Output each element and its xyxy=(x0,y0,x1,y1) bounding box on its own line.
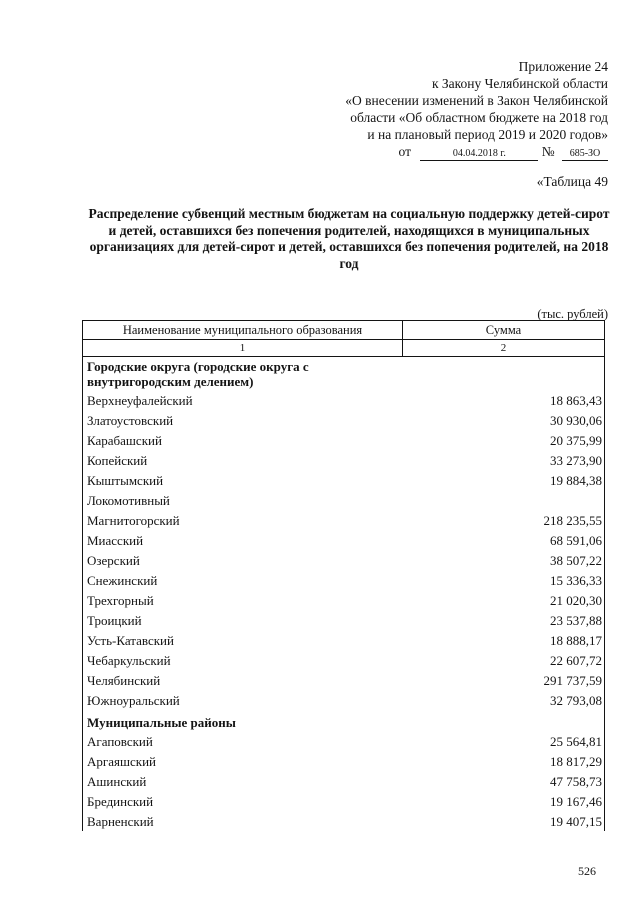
subvention-amount: 33 273,90 xyxy=(403,450,605,470)
table-header-row xyxy=(83,321,605,340)
municipality-name: Карабашский xyxy=(83,430,403,450)
table-row xyxy=(83,610,605,630)
subvention-amount: 19 407,15 xyxy=(403,811,605,831)
table-row xyxy=(83,530,605,550)
table-row xyxy=(83,410,605,430)
municipality-name: Городские округа (городские округа с внутригородским делением) xyxy=(83,357,403,391)
document-heading: Распределение субвенций местным бюджетам на социальную поддержку детей-сирот и детей, оставшихся без попечения родителей, находящихся в муниципальных организациях для детей-сирот и детей, оставшихся без попечения родителей, на 2018 год xyxy=(88,206,610,271)
municipality-name: Миасский xyxy=(83,530,403,550)
table-row xyxy=(83,690,605,710)
municipality-name: Златоустовский xyxy=(83,410,403,430)
header-sum: Сумма xyxy=(403,321,605,340)
municipality-name: Брединский xyxy=(83,791,403,811)
column-number-row xyxy=(83,340,605,357)
municipality-name: Агаповский xyxy=(83,731,403,751)
table-row xyxy=(83,630,605,650)
subvention-amount: 15 336,33 xyxy=(403,570,605,590)
subvention-amount: 38 507,22 xyxy=(403,550,605,570)
table-row xyxy=(83,430,605,450)
subvention-amount: 22 607,72 xyxy=(403,650,605,670)
table-row xyxy=(83,470,605,490)
appendix-block xyxy=(345,58,608,161)
municipality-name: Озерский xyxy=(83,550,403,570)
subvention-amount: 19 167,46 xyxy=(403,791,605,811)
municipality-name: Челябинский xyxy=(83,670,403,690)
page-number: 526 xyxy=(578,864,596,878)
table-row xyxy=(83,731,605,751)
table-row xyxy=(83,811,605,831)
table-row xyxy=(83,670,605,690)
municipality-name: Снежинский xyxy=(83,570,403,590)
table-group-row xyxy=(83,357,605,391)
column-number-1: 1 xyxy=(83,340,403,357)
table-reference: «Таблица 49 xyxy=(536,174,608,189)
table-row xyxy=(83,510,605,530)
municipality-name: Копейский xyxy=(83,450,403,470)
municipality-name: Магнитогорский xyxy=(83,510,403,530)
municipality-name: Чебаркульский xyxy=(83,650,403,670)
table-row xyxy=(83,550,605,570)
table-row xyxy=(83,450,605,470)
table-row xyxy=(83,791,605,811)
municipality-name: Локомотивный xyxy=(83,490,403,510)
municipality-name: Усть-Катавский xyxy=(83,630,403,650)
subvention-amount xyxy=(403,357,605,391)
municipality-name: Аргаяшский xyxy=(83,751,403,771)
appendix-line-3: «О внесении изменений в Закон Челябинской xyxy=(345,93,608,108)
appendix-line-1: Приложение 24 xyxy=(518,59,608,74)
table-row xyxy=(83,590,605,610)
law-number: 685-ЗО xyxy=(562,148,608,161)
column-number-2: 2 xyxy=(403,340,605,357)
subvention-amount: 32 793,08 xyxy=(403,690,605,710)
appendix-line-4: области «Об областном бюджете на 2018 год xyxy=(350,110,608,125)
municipality-name: Ашинский xyxy=(83,771,403,791)
table-row xyxy=(83,490,605,510)
subvention-amount xyxy=(403,490,605,510)
subvention-amount: 291 737,59 xyxy=(403,670,605,690)
header-name: Наименование муниципального образования xyxy=(83,321,403,340)
table-row xyxy=(83,570,605,590)
table-group-row xyxy=(83,710,605,731)
municipality-name: Верхнеуфалейский xyxy=(83,390,403,410)
number-label: № xyxy=(541,144,555,159)
subvention-amount: 25 564,81 xyxy=(403,731,605,751)
subvention-amount: 20 375,99 xyxy=(403,430,605,450)
subvention-amount: 18 863,43 xyxy=(403,390,605,410)
municipality-name: Муниципальные районы xyxy=(83,710,403,731)
municipality-name: Южноуральский xyxy=(83,690,403,710)
table-body xyxy=(83,357,605,832)
table-row xyxy=(83,390,605,410)
ot-label: от xyxy=(398,144,411,159)
subvention-amount: 23 537,88 xyxy=(403,610,605,630)
appendix-line-2: к Закону Челябинской области xyxy=(431,76,608,91)
municipality-name: Троицкий xyxy=(83,610,403,630)
subvention-table xyxy=(82,320,605,831)
units-note: (тыс. рублей) xyxy=(537,307,608,321)
subvention-amount xyxy=(403,710,605,731)
subvention-amount: 68 591,06 xyxy=(403,530,605,550)
subvention-amount: 18 888,17 xyxy=(403,630,605,650)
table-row xyxy=(83,650,605,670)
table-row xyxy=(83,751,605,771)
law-date: 04.04.2018 г. xyxy=(420,148,538,161)
appendix-line-5: и на плановый период 2019 и 2020 годов» xyxy=(367,127,608,142)
appendix-date-line xyxy=(399,143,609,161)
subvention-amount: 30 930,06 xyxy=(403,410,605,430)
subvention-amount: 18 817,29 xyxy=(403,751,605,771)
municipality-name: Трехгорный xyxy=(83,590,403,610)
municipality-name: Кыштымский xyxy=(83,470,403,490)
table-row xyxy=(83,771,605,791)
subvention-amount: 218 235,55 xyxy=(403,510,605,530)
subvention-amount: 19 884,38 xyxy=(403,470,605,490)
municipality-name: Варненский xyxy=(83,811,403,831)
subvention-amount: 47 758,73 xyxy=(403,771,605,791)
subvention-amount: 21 020,30 xyxy=(403,590,605,610)
